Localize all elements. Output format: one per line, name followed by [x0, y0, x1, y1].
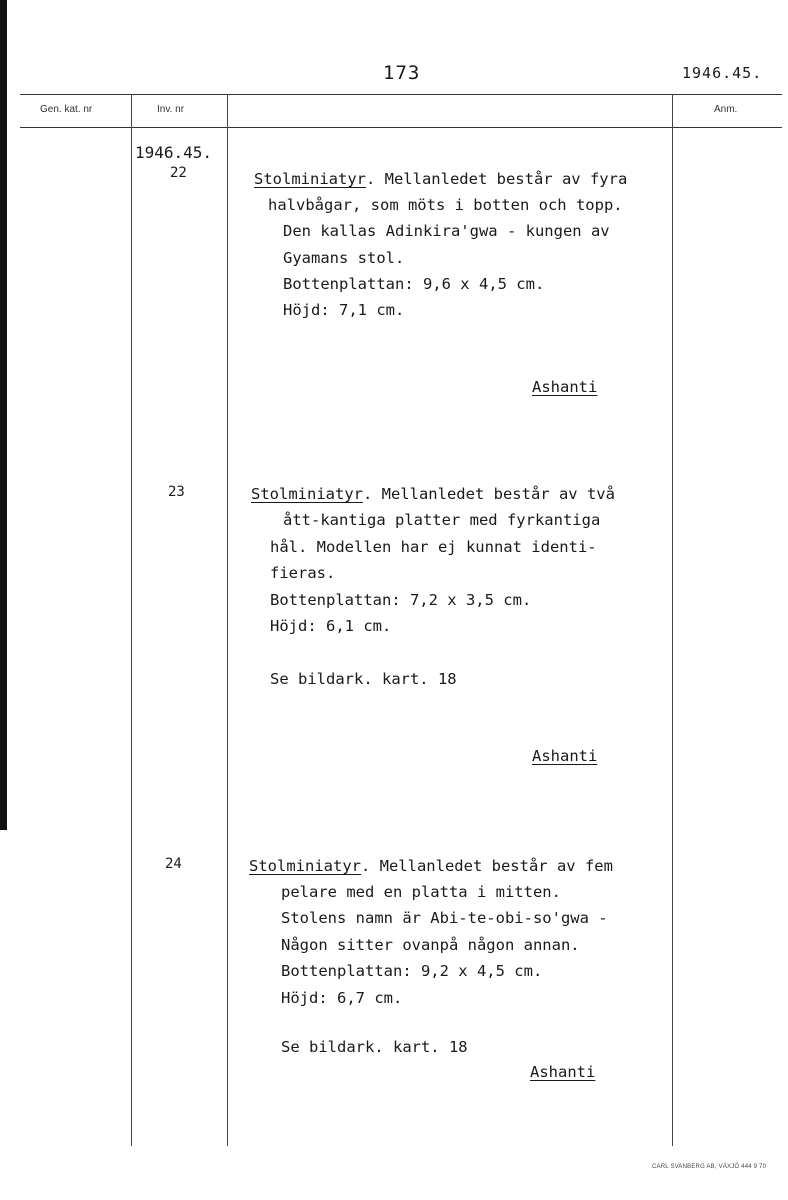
entry-line: ått-kantiga platter med fyrkantiga	[283, 511, 601, 529]
tribe-label-24: Ashanti	[530, 1063, 596, 1081]
header-inv: Inv. nr	[157, 104, 185, 115]
entry-line: Gyamans stol.	[283, 249, 405, 267]
accession-label: 1946.45.	[135, 143, 213, 162]
entry-title: Stolminiatyr	[254, 170, 366, 188]
entry-line: Bottenplattan: 9,2 x 4,5 cm.	[281, 962, 543, 980]
entry-line: Bottenplattan: 7,2 x 3,5 cm.	[270, 591, 532, 609]
entry-line: Höjd: 6,7 cm.	[281, 989, 403, 1007]
entry-line: Höjd: 6,1 cm.	[270, 617, 392, 635]
entry-line: pelare med en platta i mitten.	[281, 883, 561, 901]
header-bottom-rule	[20, 127, 782, 128]
entry-line: hål. Modellen har ej kunnat identi-	[270, 538, 597, 556]
entry-first-line-text: . Mellanledet består av två	[362, 485, 615, 503]
entry-line: Bottenplattan: 9,6 x 4,5 cm.	[283, 275, 545, 293]
entry-line: Stolens namn är Abi-te-obi-so'gwa -	[281, 909, 608, 927]
column-divider-gen-inv	[131, 94, 132, 1146]
header-gen-kat: Gen. kat. nr	[40, 104, 93, 115]
entry-line: Den kallas Adinkira'gwa - kungen av	[283, 222, 610, 240]
page-number: 173	[383, 62, 421, 84]
tribe-label-23: Ashanti	[532, 747, 598, 765]
entry-title: Stolminiatyr	[251, 485, 363, 503]
inv-number-23: 23	[168, 484, 185, 500]
left-binding-bar	[0, 0, 7, 830]
header-top-rule	[20, 94, 782, 95]
header-anm: Anm.	[714, 104, 738, 115]
tribe-label-22: Ashanti	[532, 378, 598, 396]
inv-number-24: 24	[165, 856, 182, 872]
column-divider-inv-text	[227, 94, 228, 1146]
printer-mark: CARL SVANBERG AB, VÄXJÖ 444 9 70	[652, 1164, 767, 1170]
entry-line: Höjd: 7,1 cm.	[283, 301, 405, 319]
entry-line: fieras.	[270, 564, 336, 582]
entry-title: Stolminiatyr	[249, 857, 361, 875]
entry-first-line-text: . Mellanledet består av fyra	[365, 170, 628, 188]
entry-first-line	[249, 853, 613, 880]
column-divider-text-anm	[672, 94, 673, 1146]
entry-first-line-text: . Mellanledet består av fem	[360, 857, 613, 875]
entry-first-line	[254, 166, 627, 193]
top-accession-number: 1946.45.	[682, 64, 763, 82]
entry-reference: Se bildark. kart. 18	[281, 1038, 468, 1056]
entry-line: halvbågar, som möts i botten och topp.	[268, 196, 623, 214]
entry-first-line	[251, 481, 615, 508]
entry-reference: Se bildark. kart. 18	[270, 670, 457, 688]
entry-line: Någon sitter ovanpå någon annan.	[281, 936, 580, 954]
inv-number-22: 22	[170, 165, 187, 181]
